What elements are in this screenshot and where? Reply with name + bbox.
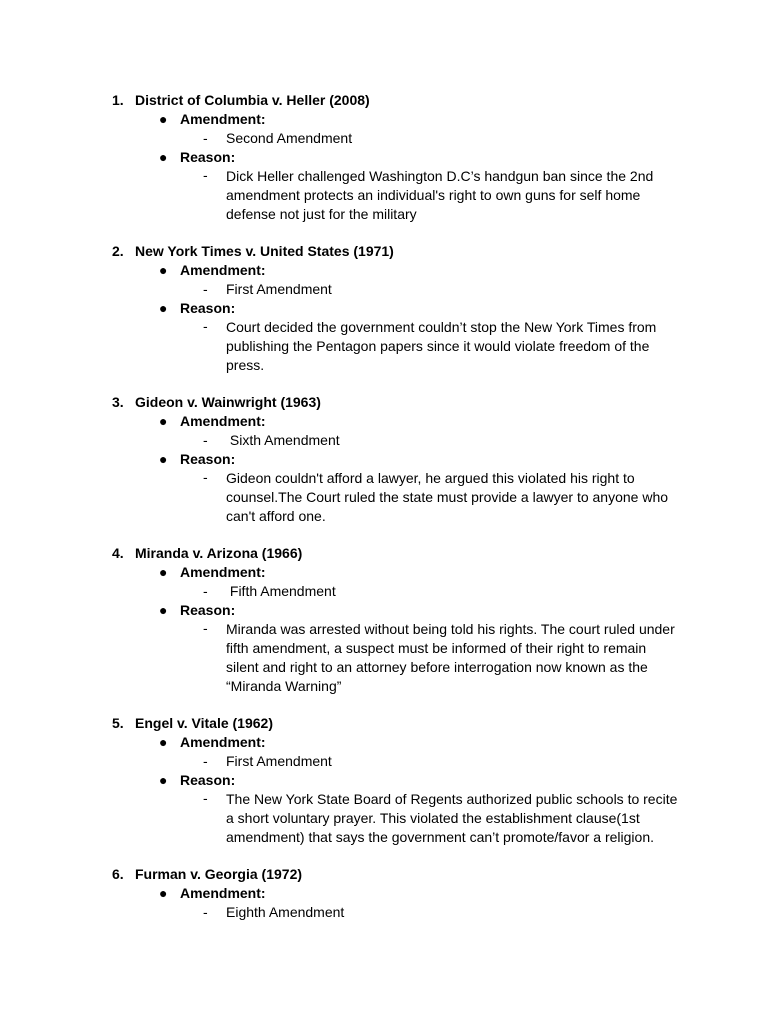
reason-label: Reason: — [180, 300, 236, 316]
bullet-icon: ● — [159, 111, 168, 127]
dash-icon: - — [203, 318, 208, 334]
case-item — [0, 91, 768, 224]
reason-text: Gideon couldn't afford a lawyer, he argued this violated his right to counsel.The Court ruled the state must provide a lawyer to anyone who can't afford one. — [226, 470, 669, 524]
case-number: 3. — [112, 394, 124, 410]
amendment-value: Eighth Amendment — [226, 904, 345, 920]
case-title: Furman v. Georgia (1972) — [135, 866, 303, 882]
dash-icon: - — [203, 583, 208, 599]
document-page — [0, 91, 768, 940]
case-number: 4. — [112, 545, 124, 561]
reason-label: Reason: — [180, 602, 236, 618]
case-title: Miranda v. Arizona (1966) — [135, 545, 303, 561]
case-title: Engel v. Vitale (1962) — [135, 715, 273, 731]
reason-text: Miranda was arrested without being told his rights. The court ruled under fifth amendment, a suspect must be informed of their right to remain silent and right to an attorney before interrogation now known as the “Miranda Warning” — [226, 621, 675, 694]
dash-icon: - — [203, 753, 208, 769]
bullet-icon: ● — [159, 772, 168, 788]
case-item — [0, 865, 768, 922]
amendment-value: Fifth Amendment — [226, 583, 336, 599]
amendment-value: Sixth Amendment — [226, 432, 340, 448]
dash-icon: - — [203, 432, 208, 448]
reason-label: Reason: — [180, 772, 236, 788]
bullet-icon: ● — [159, 149, 168, 165]
dash-icon: - — [203, 620, 208, 636]
case-item — [0, 714, 768, 847]
reason-text: The New York State Board of Regents authorized public schools to recite a short voluntary prayer. This violated the establishment clause(1st amendment) that says the government can’t promote/favor a religion. — [226, 791, 678, 845]
case-item — [0, 544, 768, 696]
case-item — [0, 393, 768, 526]
dash-icon: - — [203, 130, 208, 146]
case-number: 6. — [112, 866, 124, 882]
case-number: 2. — [112, 243, 124, 259]
case-item — [0, 242, 768, 375]
amendment-label: Amendment: — [180, 564, 266, 580]
amendment-value: First Amendment — [226, 281, 332, 297]
dash-icon: - — [203, 790, 208, 806]
amendment-label: Amendment: — [180, 734, 266, 750]
dash-icon: - — [203, 469, 208, 485]
case-number: 5. — [112, 715, 124, 731]
reason-text: Dick Heller challenged Washington D.C’s handgun ban since the 2nd amendment protects an individual's right to own guns for self home defense not just for the military — [226, 168, 654, 222]
bullet-icon: ● — [159, 300, 168, 316]
dash-icon: - — [203, 904, 208, 920]
case-title: New York Times v. United States (1971) — [135, 243, 394, 259]
bullet-icon: ● — [159, 602, 168, 618]
reason-label: Reason: — [180, 451, 236, 467]
reason-label: Reason: — [180, 149, 236, 165]
bullet-icon: ● — [159, 734, 168, 750]
amendment-label: Amendment: — [180, 885, 266, 901]
case-number: 1. — [112, 92, 124, 108]
amendment-label: Amendment: — [180, 111, 266, 127]
dash-icon: - — [203, 167, 208, 183]
amendment-label: Amendment: — [180, 262, 266, 278]
bullet-icon: ● — [159, 451, 168, 467]
amendment-value: Second Amendment — [226, 130, 353, 146]
bullet-icon: ● — [159, 885, 168, 901]
amendment-value: First Amendment — [226, 753, 332, 769]
bullet-icon: ● — [159, 262, 168, 278]
dash-icon: - — [203, 281, 208, 297]
case-title: Gideon v. Wainwright (1963) — [135, 394, 321, 410]
bullet-icon: ● — [159, 413, 168, 429]
amendment-label: Amendment: — [180, 413, 266, 429]
case-title: District of Columbia v. Heller (2008) — [135, 92, 370, 108]
reason-text: Court decided the government couldn’t stop the New York Times from publishing the Pentagon papers since it would violate freedom of the press. — [226, 319, 657, 373]
bullet-icon: ● — [159, 564, 168, 580]
